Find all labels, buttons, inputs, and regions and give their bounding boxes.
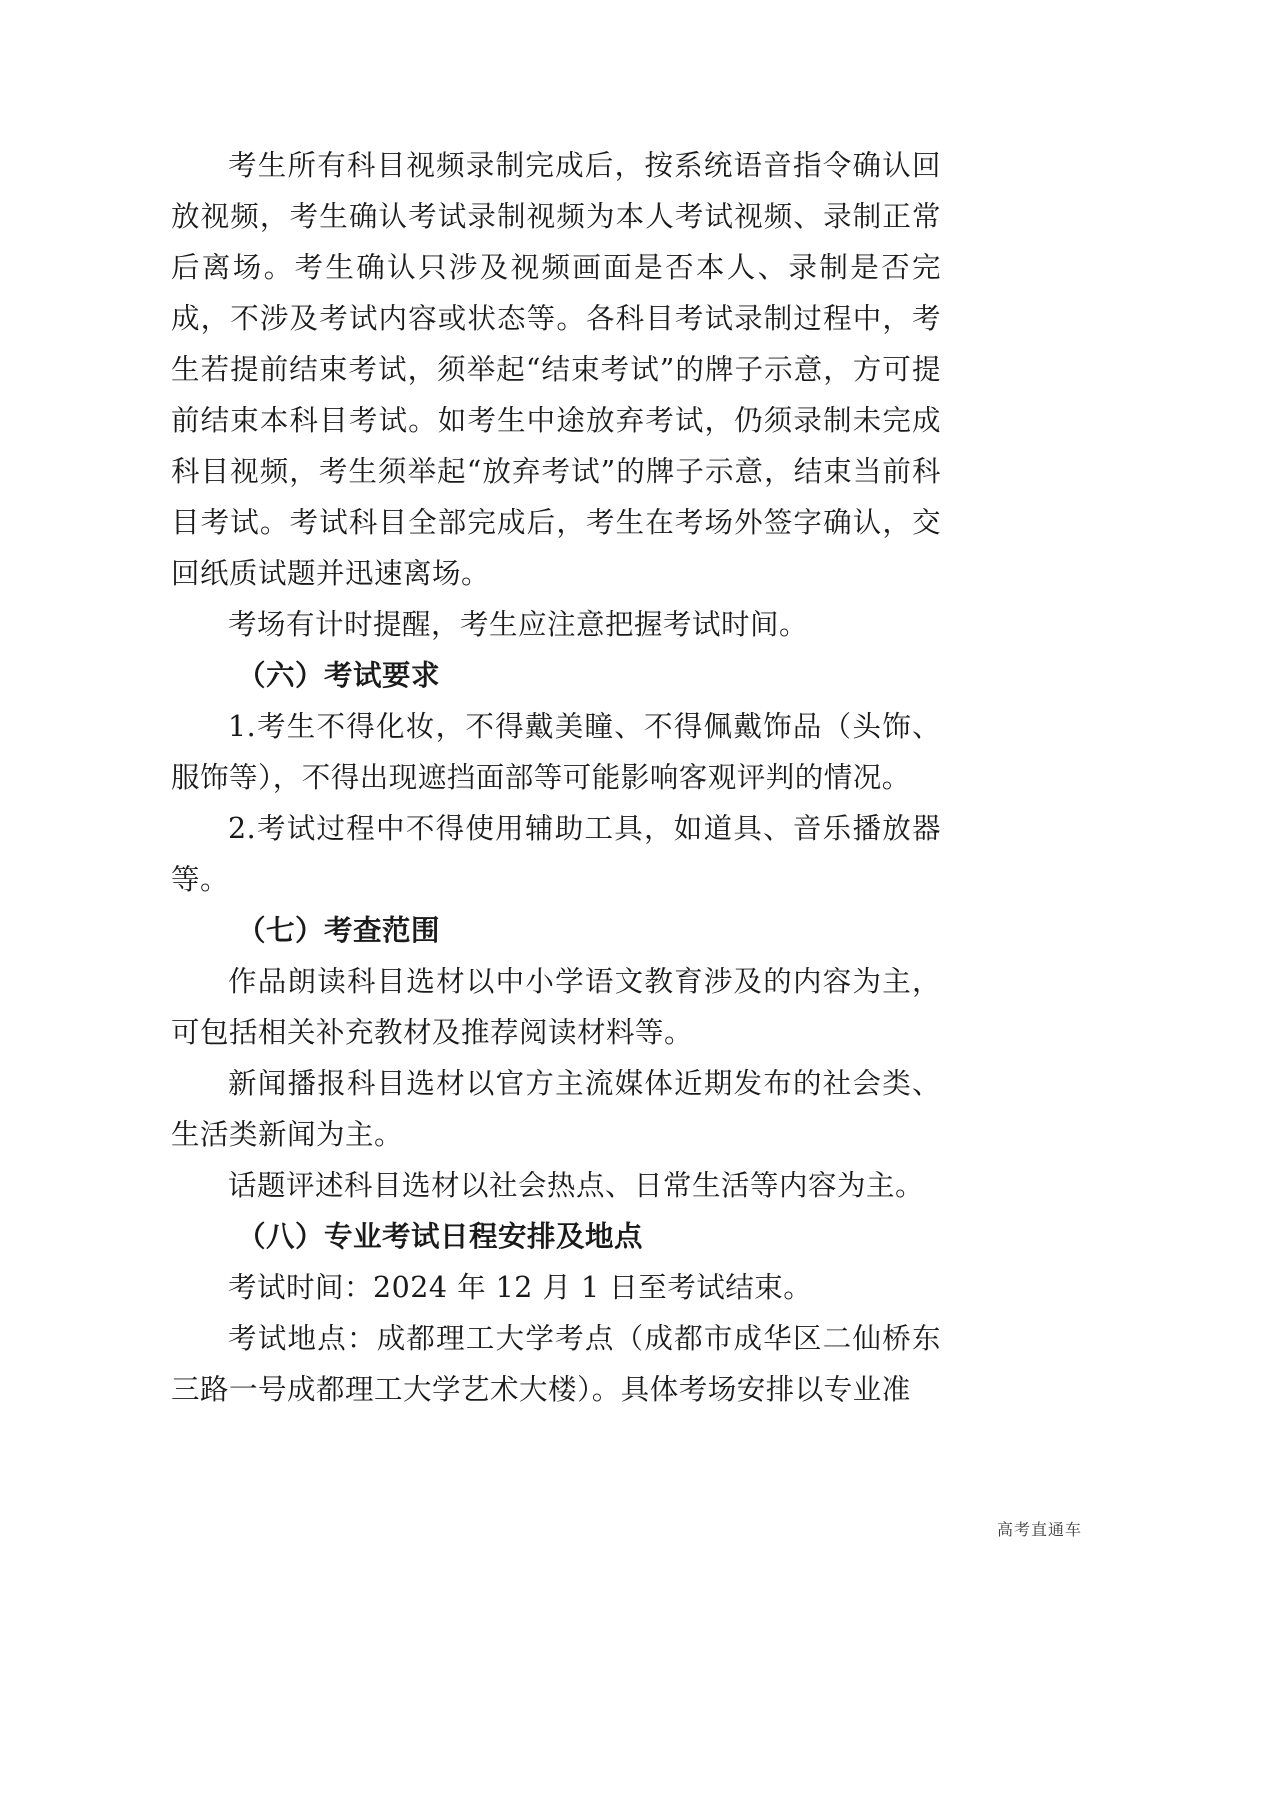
section-heading-exam-scope: （七）考查范围 <box>237 913 441 947</box>
document-body <box>171 140 941 1415</box>
paragraph-scope-commentary: 话题评述科目选材以社会热点、日常生活等内容为主。 <box>228 1169 925 1202</box>
watermark-label: 高考直通车 <box>996 1520 1082 1539</box>
paragraph-scope-reading: 作品朗读科目选材以中小学语文教育涉及的内容为主，可包括相关补充教材及推荐阅读材料等。 <box>171 965 941 1049</box>
paragraph-scope-news: 新闻播报科目选材以官方主流媒体近期发布的社会类、生活类新闻为主。 <box>171 1067 941 1151</box>
paragraph-timing-reminder: 考场有计时提醒，考生应注意把握考试时间。 <box>228 608 809 641</box>
section-heading-exam-requirements: （六）考试要求 <box>237 658 441 692</box>
paragraph-exam-location: 考试地点：成都理工大学考点（成都市成华区二仙桥东三路一号成都理工大学艺术大楼）。具体考场安排以专业准 <box>171 1322 941 1406</box>
paragraph-playback-confirmation: 考生所有科目视频录制完成后，按系统语音指令确认回放视频，考生确认考试录制视频为本人考试视频、录制正常后离场。考生确认只涉及视频画面是否本人、录制是否完成，不涉及考试内容或状态等。各科目考试录制过程中，考生若提前结束考试，须举起“结束考试”的牌子示意，方可提前结束本科目考试。如考生中途放弃考试，仍须录制未完成科目视频，考生须举起“放弃考试”的牌子示意，结束当前科目考试。考试科目全部完成后，考生在考场外签字确认，交回纸质试题并迅速离场。 <box>171 149 941 590</box>
section-heading-schedule-location: （八）专业考试日程安排及地点 <box>237 1219 644 1253</box>
paragraph-exam-time: 考试时间：2024 年 12 月 1 日至考试结束。 <box>228 1271 813 1304</box>
paragraph-requirement-2: 2.考试过程中不得使用辅助工具，如道具、音乐播放器等。 <box>171 812 941 896</box>
paragraph-requirement-1: 1.考生不得化妆，不得戴美瞳、不得佩戴饰品（头饰、服饰等），不得出现遮挡面部等可能影响客观评判的情况。 <box>171 710 941 794</box>
